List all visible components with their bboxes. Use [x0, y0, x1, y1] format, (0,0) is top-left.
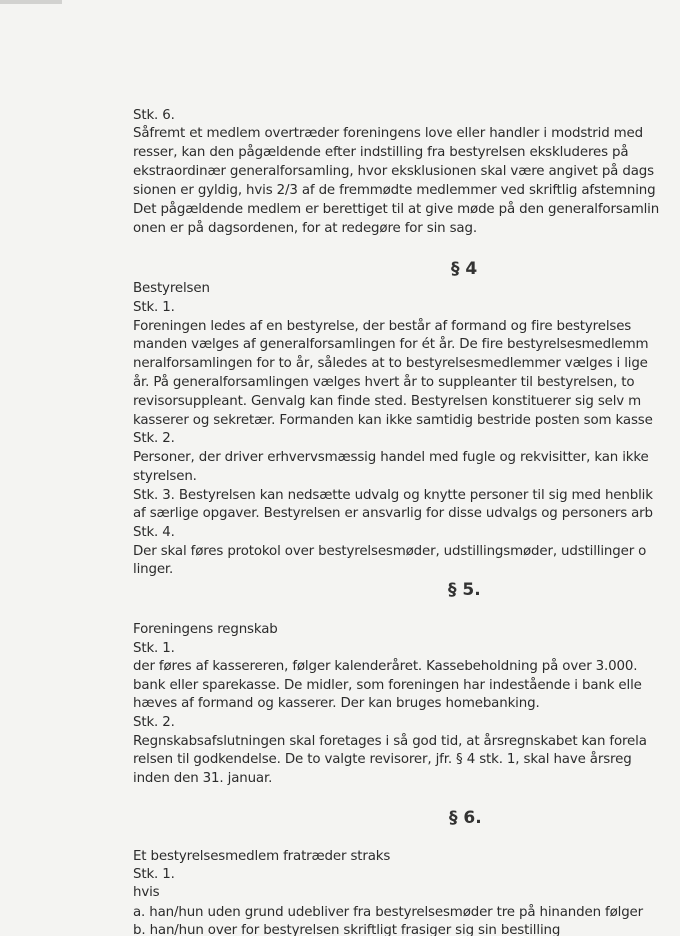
text-line: styrelsen. [133, 469, 197, 484]
text-line: relsen til godkendelse. De to valgte revisorer, jfr. § 4 stk. 1, skal have årsreg [133, 752, 632, 767]
text-line: Det pågældende medlem er berettiget til at give møde på den generalforsamlin [133, 202, 660, 217]
text-line: hvis [133, 885, 160, 900]
section-heading: § 6. [449, 808, 482, 828]
text-line: Regnskabsafslutningen skal foretages i så god tid, at årsregnskabet kan forela [133, 734, 647, 749]
text-line: Bestyrelsen [133, 281, 210, 296]
text-line: Et bestyrelsesmedlem fratræder straks [133, 849, 391, 864]
text-line: Foreningen ledes af en bestyrelse, der består af formand og fire bestyrelses [133, 319, 632, 334]
text-line: kasserer og sekretær. Formanden kan ikke samtidig bestride posten som kasse [133, 413, 653, 428]
text-line: Foreningens regnskab [133, 622, 278, 637]
text-line: Der skal føres protokol over bestyrelsesmøder, udstillingsmøder, udstillinger o [133, 544, 647, 559]
text-line: linger. [133, 562, 174, 577]
scan-edge-mark [0, 0, 62, 4]
section-heading: § 4 [451, 259, 478, 279]
text-line: Stk. 6. [133, 108, 175, 123]
section-heading: § 5. [448, 580, 481, 600]
text-line: sionen er gyldig, hvis 2/3 af de fremmødte medlemmer ved skriftlig afstemning [133, 183, 656, 198]
text-line: af særlige opgaver. Bestyrelsen er ansvarlig for disse udvalgs og personers arb [133, 506, 653, 521]
text-line: Stk. 1. [133, 641, 175, 656]
text-line: inden den 31. januar. [133, 771, 273, 786]
text-line: Stk. 3. Bestyrelsen kan nedsætte udvalg og knytte personer til sig med henblik [133, 488, 653, 503]
text-line: Personer, der driver erhvervsmæssig handel med fugle og rekvisitter, kan ikke [133, 450, 649, 465]
text-line: resser, kan den pågældende efter indstilling fra bestyrelsen ekskluderes på [133, 145, 629, 160]
text-line: b. han/hun over for bestyrelsen skriftligt frasiger sig sin bestilling [133, 923, 561, 936]
text-line: a. han/hun uden grund udebliver fra bestyrelsesmøder tre på hinanden følger [133, 905, 643, 920]
text-line: bank eller sparekasse. De midler, som foreningen har indestående i bank elle [133, 678, 642, 693]
text-line: Såfremt et medlem overtræder foreningens love eller handler i modstrid med [133, 126, 643, 141]
text-line: manden vælges af generalforsamlingen for ét år. De fire bestyrelsesmedlemm [133, 337, 649, 352]
text-line: onen er på dagsordenen, for at redegøre for sin sag. [133, 221, 477, 236]
text-line: Stk. 1. [133, 300, 175, 315]
text-line: der føres af kassereren, følger kalenderåret. Kassebeholdning på over 3.000. [133, 659, 638, 674]
text-line: Stk. 2. [133, 431, 175, 446]
text-line: Stk. 2. [133, 715, 175, 730]
text-line: neralforsamlingen for to år, således at to bestyrelsesmedlemmer vælges i lige [133, 356, 648, 371]
text-line: år. På generalforsamlingen vælges hvert år to suppleanter til bestyrelsen, to [133, 375, 635, 390]
text-line: hæves af formand og kasserer. Der kan bruges homebanking. [133, 696, 540, 711]
text-line: revisorsuppleant. Genvalg kan finde sted. Bestyrelsen konstituerer sig selv m [133, 394, 642, 409]
text-line: ekstraordinær generalforsamling, hvor eksklusionen skal være angivet på dags [133, 164, 654, 179]
text-line: Stk. 1. [133, 867, 175, 882]
text-line: Stk. 4. [133, 525, 175, 540]
